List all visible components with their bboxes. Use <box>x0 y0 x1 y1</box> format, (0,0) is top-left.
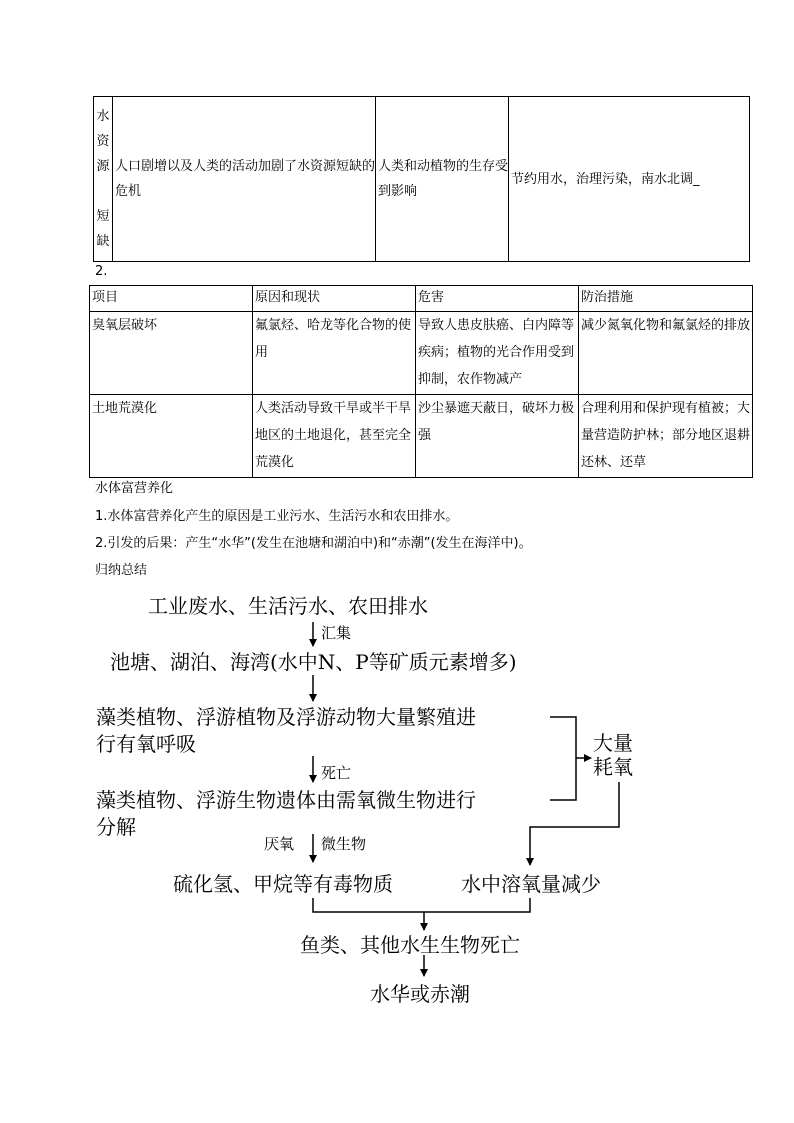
header-cause: 原因和现状 <box>253 286 416 312</box>
flow-fish-death: 鱼类、其他水生生物死亡 <box>300 933 520 957</box>
cause-cell: 氟氯烃、哈龙等化合物的使用 <box>253 312 416 395</box>
flow-result: 水华或赤潮 <box>370 982 470 1006</box>
item-char: 资 <box>96 134 110 149</box>
harm-cell: 沙尘暴遮天蔽日，破坏力极强 <box>416 395 579 478</box>
flow-decomp-line1: 藻类植物、浮游生物遗体由需氧微生物进行 <box>96 788 476 812</box>
item-char: 短 <box>96 209 110 224</box>
item-char: 缺 <box>96 234 110 249</box>
flow-merge <box>313 898 530 912</box>
cause-cell: 人口剧增以及人类的活动加剧了水资源短缺的危机 <box>113 97 376 262</box>
measure-cell: 合理利用和保护现有植被；大量营造防护林；部分地区退耕还林、还草 <box>579 395 753 478</box>
flow-bracket <box>550 717 576 800</box>
item-char: 水 <box>96 109 110 124</box>
harm-cell: 人类和动植物的生存受到影响 <box>376 97 509 262</box>
summary-title: 归纳总结 <box>95 563 148 578</box>
point-2: 2.引发的后果：产生“水华”(发生在池塘和湖泊中)和“赤潮”(发生在海洋中)。 <box>95 536 532 551</box>
item-cell: 土地荒漠化 <box>90 395 253 478</box>
flow-water-body: 池塘、湖泊、海湾(水中N、P等矿质元素增多) <box>110 650 517 674</box>
header-harm: 危害 <box>416 286 579 312</box>
flow-less-oxygen: 水中溶氧量减少 <box>461 872 601 896</box>
point-1: 1.水体富营养化产生的原因是工业污水、生活污水和农田排水。 <box>95 509 459 524</box>
flow-algae-line1: 藻类植物、浮游植物及浮游动物大量繁殖进 <box>96 705 476 729</box>
flow-label-death: 死亡 <box>321 764 352 782</box>
flow-toxic: 硫化氢、甲烷等有毒物质 <box>173 872 393 896</box>
flow-label-anaerobic: 厌氧 <box>264 835 295 853</box>
flow-algae-line2: 行有氧呼吸 <box>96 732 196 756</box>
measure-cell: 节约用水，治理污染，南水北调_ <box>509 97 750 262</box>
header-measure: 防治措施 <box>579 286 753 312</box>
item-cell: 臭氧层破坏 <box>90 312 253 395</box>
section-title: 水体富营养化 <box>95 481 174 496</box>
section-number: 2. <box>95 264 108 279</box>
item-char: 源 <box>96 159 110 174</box>
measure-cell: 减少氮氧化物和氟氯烃的排放 <box>579 312 753 395</box>
flow-arrow <box>530 782 619 865</box>
harm-cell: 导致人患皮肤癌、白内障等疾病；植物的光合作用受到抑制，农作物减产 <box>416 312 579 395</box>
flow-decomp-line2: 分解 <box>96 815 136 839</box>
flow-oxygen-line1: 大量 <box>593 731 633 755</box>
flow-source: 工业废水、生活污水、农田排水 <box>148 594 428 618</box>
cause-cell: 人类活动导致干旱或半干旱地区的土地退化，甚至完全荒漠化 <box>253 395 416 478</box>
header-item: 项目 <box>90 286 253 312</box>
flow-label-microbe: 微生物 <box>321 835 367 853</box>
flow-oxygen-line2: 耗氧 <box>593 755 633 779</box>
flow-label-collect: 汇集 <box>321 624 352 642</box>
